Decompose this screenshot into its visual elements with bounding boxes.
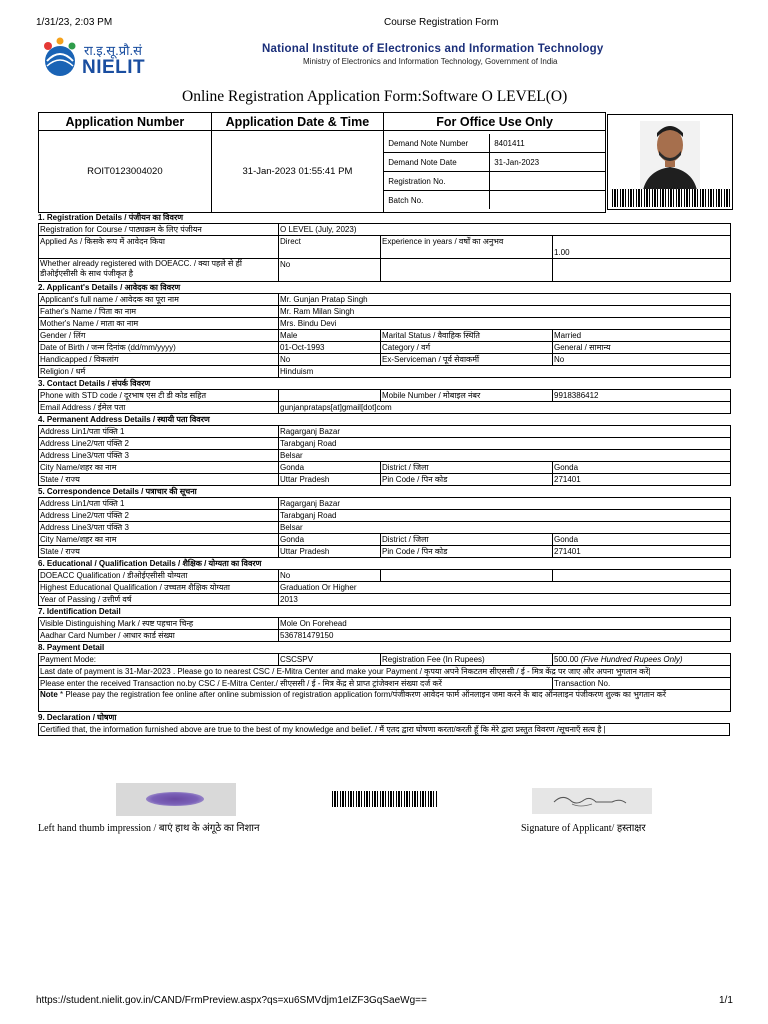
field-label: State / राज्य: [39, 546, 279, 558]
payment-last-date-note: Last date of payment is 31-Mar-2023 . Please go to nearest CSC / E-Mitra Center and make your Payment / कृपया अपने निकटतम सीएससी / ई - मित्र केंद्र पर जाए और अपना भुगतान करें|: [39, 666, 731, 678]
field-label: Gender / लिंग: [39, 330, 279, 342]
applied-as-value: Direct: [279, 236, 381, 259]
field-label: Mobile Number / मोबाइल नंबर: [381, 390, 553, 402]
field-label: District / जिला: [381, 534, 553, 546]
perm-state-value: Uttar Pradesh: [279, 474, 381, 486]
field-label: Pin Code / पिन कोड: [381, 546, 553, 558]
office-value: 31-Jan-2023: [490, 153, 605, 172]
field-label: Mother's Name / माता का नाम: [39, 318, 279, 330]
handicapped-value: No: [279, 354, 381, 366]
field-label: Visible Distinguishing Mark / स्पष्ट पहचान चिन्ह: [39, 618, 279, 630]
field-label: Phone with STD code / दूरभाष एस टी डी कोड सहित: [39, 390, 279, 402]
thumb-impression: [116, 783, 236, 816]
empty-cell: [381, 570, 553, 582]
email-value: gunjanprataps[at]gmail[dot]com: [279, 402, 731, 414]
marital-status-value: Married: [553, 330, 731, 342]
corr-address2-value: Tarabganj Road: [279, 510, 731, 522]
office-row: [384, 172, 605, 191]
app-datetime: 31-Jan-2023 01:55:41 PM: [211, 131, 384, 213]
perm-city-value: Gonda: [279, 462, 381, 474]
office-row: [384, 134, 605, 153]
religion-value: Hinduism: [279, 366, 731, 378]
section-registration-heading: 1. Registration Details / पंजीयन का विवरण: [38, 213, 184, 222]
corr-address1-value: Ragarganj Bazar: [279, 498, 731, 510]
corr-district-value: Gonda: [553, 534, 731, 546]
section-applicant-heading: 2. Applicant's Details / आवेदक का विवरण: [38, 283, 181, 292]
note-label: Note: [40, 690, 58, 699]
ministry-name: Ministry of Electronics and Information Technology, Government of India: [303, 57, 558, 66]
section-permanent-address-heading: 4. Permanent Address Details / स्थायी पता विवरण: [38, 415, 210, 424]
section-declaration-heading: 9. Declaration / घोषणा: [38, 713, 117, 722]
office-value: 8401411: [490, 134, 605, 153]
perm-district-value: Gonda: [553, 462, 731, 474]
education-details-table: [38, 569, 731, 606]
transaction-no-label: Transaction No.: [553, 678, 731, 690]
corr-address3-value: Belsar: [279, 522, 731, 534]
registration-fee-cell: [553, 654, 731, 666]
app-datetime-header: Application Date & Time: [211, 113, 384, 131]
course-value: O LEVEL (July, 2023): [279, 224, 731, 236]
corr-pin-value: 271401: [553, 546, 731, 558]
field-label: Applicant's full name / आवेदक का पूरा नाम: [39, 294, 279, 306]
already-registered-value: No: [279, 259, 381, 282]
distinguishing-mark-value: Mole On Forehead: [279, 618, 731, 630]
highest-qualification-value: Graduation Or Higher: [279, 582, 731, 594]
corr-city-value: Gonda: [279, 534, 381, 546]
empty-cell: [553, 570, 731, 582]
experience-value: 1.00: [553, 236, 731, 259]
app-number-header: Application Number: [39, 113, 212, 131]
dob-value: 01-Oct-1993: [279, 342, 381, 354]
aadhar-number-value: 536781479150: [279, 630, 731, 642]
application-summary-table: [38, 112, 606, 213]
section-correspondence-heading: 5. Correspondence Details / पत्राचार की सूचना: [38, 487, 197, 496]
office-row: [384, 153, 605, 172]
field-label: Registration Fee (In Rupees): [381, 654, 553, 666]
field-label: City Name/शहर का नाम: [39, 534, 279, 546]
note-text: * Please pay the registration fee online after online submission of registration application form/पंजीकरण आवेदन फार्म ऑनलाइन जमा करने के बाद ऑनलाइन पंजीकरण शुल्क का भुगतान करें: [60, 690, 667, 699]
office-label: Batch No.: [384, 191, 490, 210]
field-label: Highest Educational Qualification / उच्चतम शैक्षिक योग्यता: [39, 582, 279, 594]
category-value: General / सामान्य: [553, 342, 731, 354]
field-label: Pin Code / पिन कोड: [381, 474, 553, 486]
field-label: District / जिला: [381, 462, 553, 474]
office-label: Registration No.: [384, 172, 490, 191]
form-title: Online Registration Application Form:Software O LEVEL(O): [182, 88, 568, 105]
perm-address2-value: Tarabganj Road: [279, 438, 731, 450]
signature-scribble: [532, 788, 652, 814]
section-identification-heading: 7. Identification Detail: [38, 607, 121, 616]
section-education-heading: 6. Educational / Qualification Details / शैक्षिक / योग्यता का विवरण: [38, 559, 262, 568]
field-label: City Name/शहर का नाम: [39, 462, 279, 474]
field-label: State / राज्य: [39, 474, 279, 486]
field-label: Address Lin1/पता पंक्ति 1: [39, 498, 279, 510]
perm-pin-value: 271401: [553, 474, 731, 486]
empty-cell: [553, 259, 731, 282]
logo-hindi: रा.इ.सू.प्रौ.सं: [84, 43, 142, 58]
field-label: Experience in years / वर्षों का अनुभव: [381, 236, 553, 259]
field-label: Payment Mode:: [39, 654, 279, 666]
applicant-signature: [532, 788, 652, 814]
field-label: Father's Name / पिता का नाम: [39, 306, 279, 318]
corr-state-value: Uttar Pradesh: [279, 546, 381, 558]
applicant-name-value: Mr. Gunjan Pratap Singh: [279, 294, 731, 306]
ex-serviceman-value: No: [553, 354, 731, 366]
field-label: Address Line2/पता पंक्ति 2: [39, 438, 279, 450]
office-use-header: For Office Use Only: [384, 113, 606, 131]
print-url: https://student.nielit.gov.in/CAND/FrmPreview.aspx?qs=xu6SMVdjm1eIZF3GqSaeWg==: [36, 995, 427, 1006]
field-label: Aadhar Card Number / आधार कार्ड संख्या: [39, 630, 279, 642]
office-value: [490, 172, 605, 191]
declaration-text: Certified that, the information furnished above are true to the best of my knowledge and belief. / मैं एतद द्वारा घोषणा करता/करती हूँ कि मेरे द्वारा प्रस्तुत विवरण /सूचनाएँ सत्य है |: [39, 724, 730, 736]
field-label: Ex-Serviceman / पूर्व सेवाकर्मी: [381, 354, 553, 366]
print-page-count: 1/1: [719, 995, 733, 1006]
field-label: Address Line3/पता पंक्ति 3: [39, 522, 279, 534]
photo-barcode: [612, 189, 730, 207]
registration-fee-value: 500.00: [554, 655, 579, 664]
contact-details-table: [38, 389, 731, 414]
field-label: DOEACC Qualification / डीओईएसीसी योग्यता: [39, 570, 279, 582]
gender-value: Male: [279, 330, 381, 342]
declaration-table: [38, 723, 730, 736]
registration-fee-words: (Five Hundred Rupees Only): [580, 655, 683, 664]
field-label: Email Address / ईमेल पता: [39, 402, 279, 414]
field-label: Applied As / किसके रूप में आवेदन किया: [39, 236, 279, 259]
logo-english: NIELIT: [82, 57, 146, 78]
field-label: Religion / धर्म: [39, 366, 279, 378]
field-label: Address Line2/पता पंक्ति 2: [39, 510, 279, 522]
field-label: Category / वर्ग: [381, 342, 553, 354]
print-page-title: Course Registration Form: [384, 17, 499, 28]
org-name: National Institute of Electronics and Information Technology: [262, 43, 604, 55]
registration-form: [38, 212, 731, 736]
applicant-details-table: [38, 293, 731, 378]
field-label: Marital Status / वैवाहिक स्थिति: [381, 330, 553, 342]
office-label: Demand Note Date: [384, 153, 490, 172]
father-name-value: Mr. Ram Milan Singh: [279, 306, 731, 318]
field-label: Address Line3/पता पंक्ति 3: [39, 450, 279, 462]
applicant-photo: [640, 121, 700, 197]
payment-note: [39, 690, 731, 712]
mobile-value: 9918386412: [553, 390, 731, 402]
section-contact-heading: 3. Contact Details / संपर्क विवरण: [38, 379, 151, 388]
office-use-table: [384, 134, 605, 209]
nielit-logo: [38, 37, 158, 82]
field-label: Registration for Course / पाठ्यक्रम के लिए पंजीयन: [39, 224, 279, 236]
print-datetime: 1/31/23, 2:03 PM: [36, 17, 113, 28]
payment-mode-value: CSCSPV: [279, 654, 381, 666]
field-label: Address Lin1/पता पंक्ति 1: [39, 426, 279, 438]
registration-details-table: [38, 223, 731, 282]
office-row: [384, 191, 605, 210]
signature-label: Signature of Applicant/ हस्ताक्षर: [521, 823, 646, 834]
doeacc-qualification-value: No: [279, 570, 381, 582]
nielit-emblem-icon: [38, 37, 82, 81]
office-value: [490, 191, 605, 210]
permanent-address-table: [38, 425, 731, 486]
mother-name-value: Mrs. Bindu Devi: [279, 318, 731, 330]
payment-details-table: [38, 653, 731, 712]
perm-address1-value: Ragarganj Bazar: [279, 426, 731, 438]
office-use-cell: [384, 131, 606, 213]
form-barcode: [332, 791, 438, 807]
correspondence-address-table: [38, 497, 731, 558]
field-label: Handicapped / विकलांग: [39, 354, 279, 366]
office-label: Demand Note Number: [384, 134, 490, 153]
thumb-print-mark: [146, 792, 204, 806]
section-payment-heading: 8. Payment Detail: [38, 643, 105, 652]
field-label: Whether already registered with DOEACC. / क्या पहले से हीं डीओईएसीसी के साथ पंजीकृत है: [39, 259, 279, 282]
thumb-impression-label: Left hand thumb impression / बाएं हाथ के अंगूठे का निशान: [38, 823, 260, 834]
field-label: Date of Birth / जन्म दिनांक (dd/mm/yyyy): [39, 342, 279, 354]
field-label: Year of Passing / उत्तीर्ण वर्ष: [39, 594, 279, 606]
identification-table: [38, 617, 731, 642]
perm-address3-value: Belsar: [279, 450, 731, 462]
year-of-passing-value: 2013: [279, 594, 731, 606]
phone-value: [279, 390, 381, 402]
transaction-instruction: Please enter the received Transaction no.by CSC / E-Mitra Center./ सीएससी / ई - मित्र केंद्र से प्राप्त ट्रांजेक्शन संख्या दर्ज करें: [39, 678, 553, 690]
app-number: ROIT0123004020: [39, 131, 212, 213]
empty-cell: [381, 259, 553, 282]
